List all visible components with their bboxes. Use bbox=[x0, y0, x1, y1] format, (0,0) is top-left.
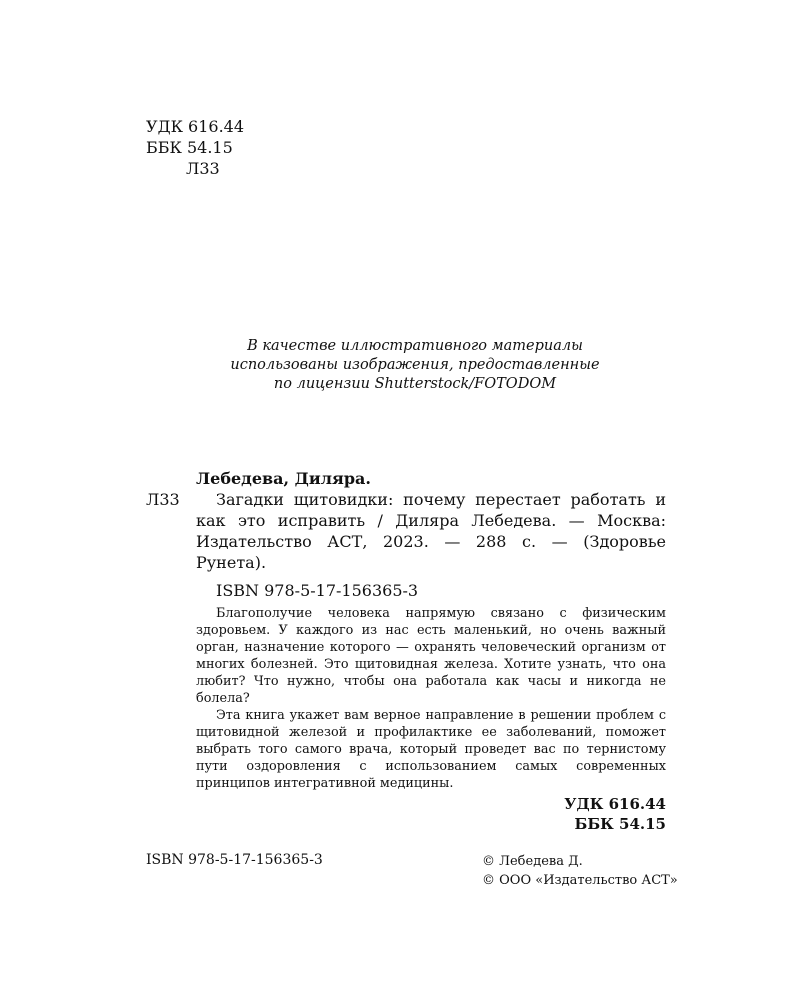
copyright-author: © Лебедева Д. bbox=[482, 854, 583, 869]
illustration-note-line: использованы изображения, предоставленные bbox=[230, 357, 600, 373]
annotation-paragraph: Эта книга укажет вам верное направление в решении проблем с щитовидной железой и профилактике ее заболеваний, поможет выбрать того самого врача, который проведет вас по тернистому пути оздоровления с использованием самых современных принципов интегративной медицины. bbox=[196, 708, 666, 791]
author-mark: Л33 bbox=[186, 159, 220, 178]
udk-code: УДК 616.44 bbox=[146, 117, 245, 136]
catalog-author: Лебедева, Диляра. bbox=[196, 469, 371, 488]
annotation-paragraph: Благополучие человека напрямую связано с физическим здоровьем. У каждого из нас есть маленький, но очень важный орган, назначение которого — охранять человеческий организм от многих болезней. Это щитовидная железа. Хотите узнать, что она любит? Что нужно, чтобы она работала как часы и никогда не болела? bbox=[196, 606, 666, 706]
catalog-entry bbox=[146, 468, 666, 834]
header-classification-codes bbox=[146, 116, 244, 179]
bbk-code: ББК 54.15 bbox=[146, 138, 233, 157]
catalog-codes bbox=[146, 794, 666, 834]
annotation bbox=[196, 605, 666, 792]
catalog-bbk: ББК 54.15 bbox=[574, 815, 666, 833]
copyright-publisher: © ООО «Издательство АСТ» bbox=[482, 873, 678, 888]
illustration-note-line: по лицензии Shutterstock/FOTODOM bbox=[273, 376, 557, 392]
footer-isbn: ISBN 978-5-17-156365-3 bbox=[146, 852, 323, 868]
catalog-isbn: ISBN 978-5-17-156365-3 bbox=[216, 581, 419, 600]
catalog-udk: УДК 616.44 bbox=[564, 795, 666, 813]
catalog-title: Загадки щитовидки: почему перестает работать и как это исправить / Диляра Лебедева. — Москва: Издательство АСТ, 2023. — 288 с. — (Здоровье Рунета). bbox=[196, 490, 666, 572]
illustration-note-line: В качестве иллюстративного материалы bbox=[247, 338, 583, 354]
catalog-title-row bbox=[146, 489, 666, 573]
catalog-author-mark: Л33 bbox=[146, 490, 180, 509]
illustration-note bbox=[200, 337, 630, 394]
copyright-block bbox=[482, 852, 678, 890]
